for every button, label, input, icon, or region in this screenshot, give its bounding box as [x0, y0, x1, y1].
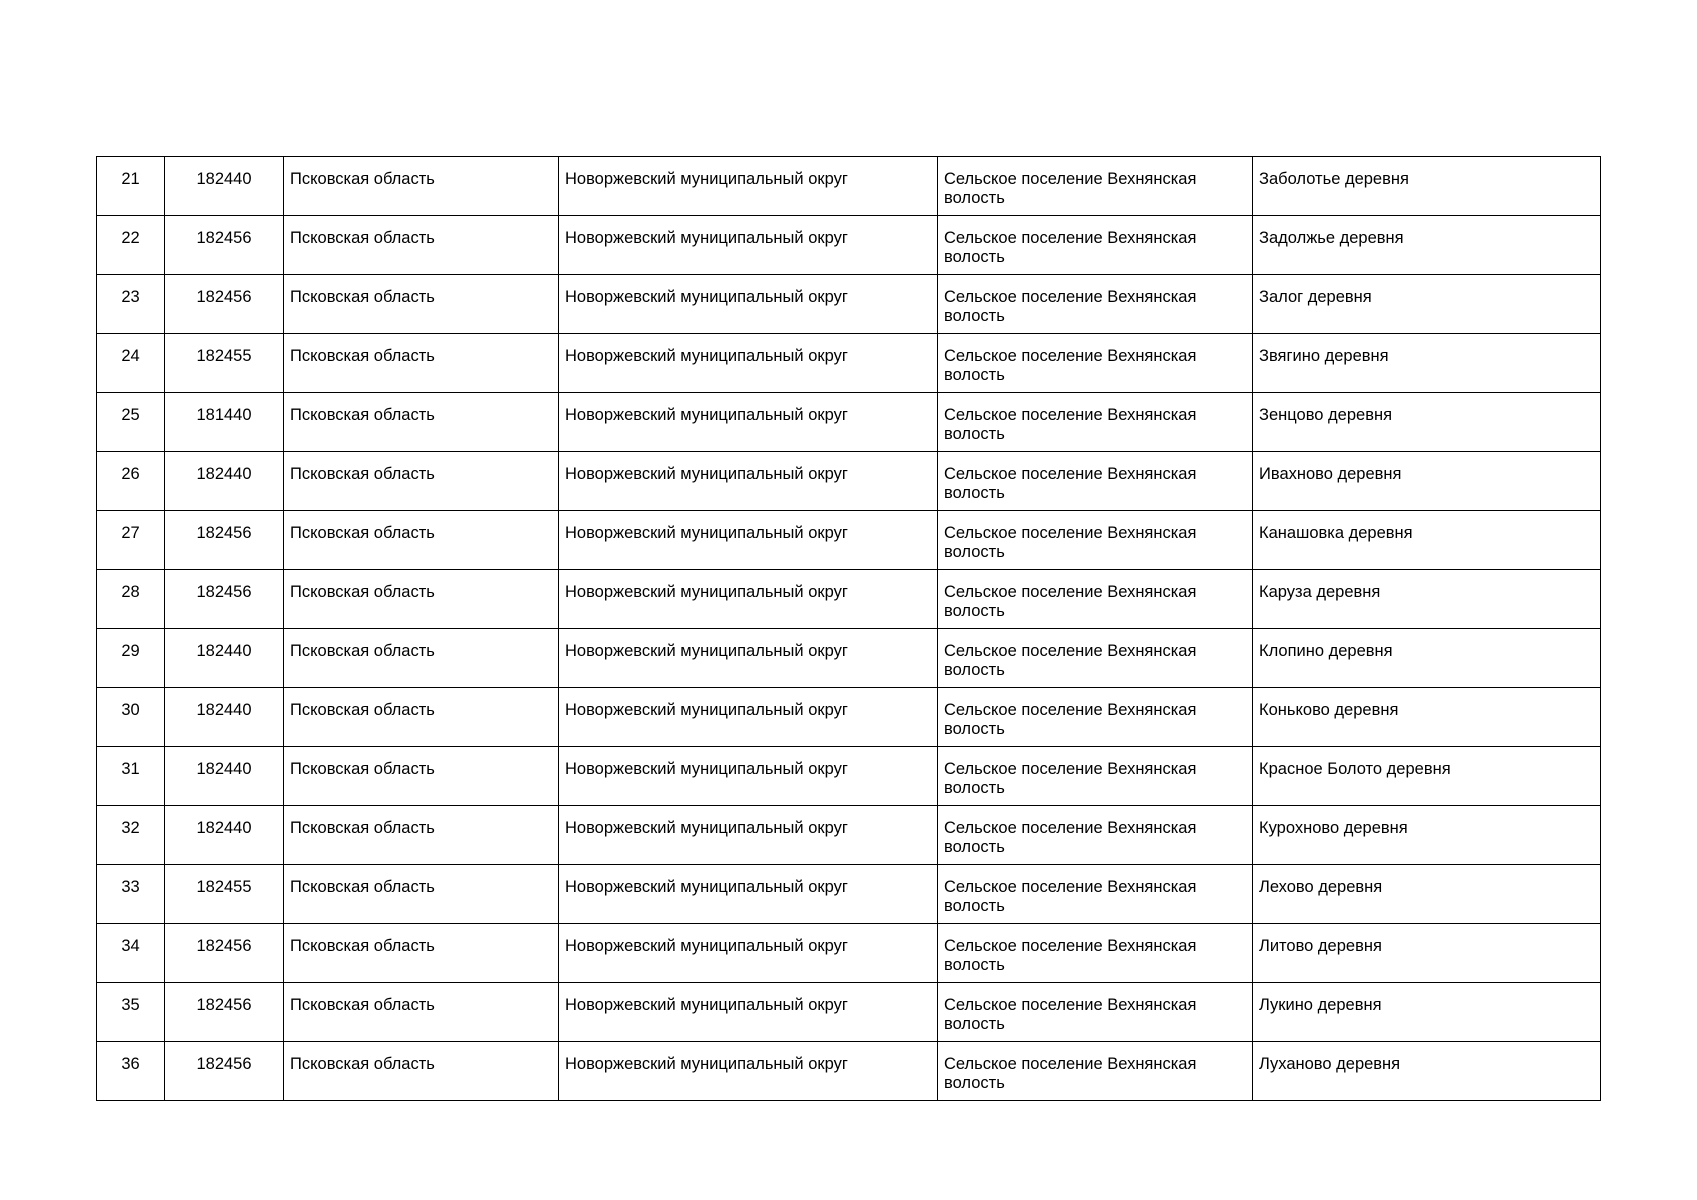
locality-cell: Коньково деревня — [1253, 688, 1601, 747]
region-cell: Псковская область — [284, 216, 559, 275]
settlements-table — [96, 156, 1601, 1101]
row-number-cell: 25 — [97, 393, 165, 452]
table-row — [97, 806, 1601, 865]
postal-index-cell: 181440 — [165, 393, 284, 452]
row-number-cell: 35 — [97, 983, 165, 1042]
postal-index-cell: 182456 — [165, 570, 284, 629]
locality-cell: Лехово деревня — [1253, 865, 1601, 924]
district-cell: Новоржевский муниципальный округ — [559, 570, 938, 629]
region-cell: Псковская область — [284, 806, 559, 865]
table-row — [97, 688, 1601, 747]
table-body — [97, 157, 1601, 1101]
locality-cell: Канашовка деревня — [1253, 511, 1601, 570]
row-number-cell: 31 — [97, 747, 165, 806]
row-number-cell: 36 — [97, 1042, 165, 1101]
row-number-cell: 23 — [97, 275, 165, 334]
row-number-cell: 32 — [97, 806, 165, 865]
region-cell: Псковская область — [284, 983, 559, 1042]
district-cell: Новоржевский муниципальный округ — [559, 924, 938, 983]
region-cell: Псковская область — [284, 1042, 559, 1101]
table-row — [97, 452, 1601, 511]
settlement-cell: Сельское поселение Вехнянская волость — [938, 1042, 1253, 1101]
settlement-cell: Сельское поселение Вехнянская волость — [938, 157, 1253, 216]
region-cell: Псковская область — [284, 747, 559, 806]
table-row — [97, 570, 1601, 629]
locality-cell: Задолжье деревня — [1253, 216, 1601, 275]
row-number-cell: 34 — [97, 924, 165, 983]
settlement-cell: Сельское поселение Вехнянская волость — [938, 570, 1253, 629]
region-cell: Псковская область — [284, 452, 559, 511]
table-row — [97, 1042, 1601, 1101]
postal-index-cell: 182440 — [165, 688, 284, 747]
locality-cell: Зенцово деревня — [1253, 393, 1601, 452]
table-row — [97, 865, 1601, 924]
locality-cell: Лукино деревня — [1253, 983, 1601, 1042]
locality-cell: Литово деревня — [1253, 924, 1601, 983]
table-row — [97, 216, 1601, 275]
postal-index-cell: 182456 — [165, 1042, 284, 1101]
district-cell: Новоржевский муниципальный округ — [559, 334, 938, 393]
postal-index-cell: 182440 — [165, 629, 284, 688]
locality-cell: Луханово деревня — [1253, 1042, 1601, 1101]
table-row — [97, 393, 1601, 452]
settlement-cell: Сельское поселение Вехнянская волость — [938, 865, 1253, 924]
settlement-cell: Сельское поселение Вехнянская волость — [938, 924, 1253, 983]
row-number-cell: 21 — [97, 157, 165, 216]
postal-index-cell: 182440 — [165, 452, 284, 511]
settlement-cell: Сельское поселение Вехнянская волость — [938, 334, 1253, 393]
table-row — [97, 157, 1601, 216]
settlement-cell: Сельское поселение Вехнянская волость — [938, 393, 1253, 452]
row-number-cell: 22 — [97, 216, 165, 275]
table-row — [97, 747, 1601, 806]
region-cell: Псковская область — [284, 334, 559, 393]
postal-index-cell: 182455 — [165, 865, 284, 924]
locality-cell: Звягино деревня — [1253, 334, 1601, 393]
settlement-cell: Сельское поселение Вехнянская волость — [938, 747, 1253, 806]
postal-index-cell: 182440 — [165, 806, 284, 865]
settlement-cell: Сельское поселение Вехнянская волость — [938, 511, 1253, 570]
district-cell: Новоржевский муниципальный округ — [559, 511, 938, 570]
district-cell: Новоржевский муниципальный округ — [559, 747, 938, 806]
row-number-cell: 26 — [97, 452, 165, 511]
district-cell: Новоржевский муниципальный округ — [559, 216, 938, 275]
row-number-cell: 24 — [97, 334, 165, 393]
district-cell: Новоржевский муниципальный округ — [559, 688, 938, 747]
row-number-cell: 30 — [97, 688, 165, 747]
district-cell: Новоржевский муниципальный округ — [559, 983, 938, 1042]
table-row — [97, 983, 1601, 1042]
table-row — [97, 334, 1601, 393]
district-cell: Новоржевский муниципальный округ — [559, 1042, 938, 1101]
table-row — [97, 275, 1601, 334]
table-row — [97, 511, 1601, 570]
locality-cell: Курохново деревня — [1253, 806, 1601, 865]
locality-cell: Каруза деревня — [1253, 570, 1601, 629]
settlement-cell: Сельское поселение Вехнянская волость — [938, 629, 1253, 688]
table-row — [97, 924, 1601, 983]
region-cell: Псковская область — [284, 511, 559, 570]
settlement-cell: Сельское поселение Вехнянская волость — [938, 452, 1253, 511]
document-page — [96, 156, 1600, 1101]
region-cell: Псковская область — [284, 865, 559, 924]
postal-index-cell: 182455 — [165, 334, 284, 393]
settlement-cell: Сельское поселение Вехнянская волость — [938, 983, 1253, 1042]
locality-cell: Заболотье деревня — [1253, 157, 1601, 216]
settlement-cell: Сельское поселение Вехнянская волость — [938, 688, 1253, 747]
region-cell: Псковская область — [284, 275, 559, 334]
locality-cell: Красное Болото деревня — [1253, 747, 1601, 806]
row-number-cell: 33 — [97, 865, 165, 924]
table-row — [97, 629, 1601, 688]
region-cell: Псковская область — [284, 924, 559, 983]
postal-index-cell: 182440 — [165, 157, 284, 216]
settlement-cell: Сельское поселение Вехнянская волость — [938, 806, 1253, 865]
row-number-cell: 27 — [97, 511, 165, 570]
row-number-cell: 28 — [97, 570, 165, 629]
region-cell: Псковская область — [284, 157, 559, 216]
postal-index-cell: 182456 — [165, 275, 284, 334]
district-cell: Новоржевский муниципальный округ — [559, 865, 938, 924]
settlement-cell: Сельское поселение Вехнянская волость — [938, 275, 1253, 334]
postal-index-cell: 182456 — [165, 983, 284, 1042]
locality-cell: Ивахново деревня — [1253, 452, 1601, 511]
region-cell: Псковская область — [284, 570, 559, 629]
postal-index-cell: 182456 — [165, 216, 284, 275]
district-cell: Новоржевский муниципальный округ — [559, 157, 938, 216]
postal-index-cell: 182456 — [165, 924, 284, 983]
region-cell: Псковская область — [284, 688, 559, 747]
locality-cell: Залог деревня — [1253, 275, 1601, 334]
district-cell: Новоржевский муниципальный округ — [559, 275, 938, 334]
postal-index-cell: 182456 — [165, 511, 284, 570]
settlement-cell: Сельское поселение Вехнянская волость — [938, 216, 1253, 275]
district-cell: Новоржевский муниципальный округ — [559, 806, 938, 865]
postal-index-cell: 182440 — [165, 747, 284, 806]
region-cell: Псковская область — [284, 629, 559, 688]
region-cell: Псковская область — [284, 393, 559, 452]
district-cell: Новоржевский муниципальный округ — [559, 629, 938, 688]
locality-cell: Клопино деревня — [1253, 629, 1601, 688]
district-cell: Новоржевский муниципальный округ — [559, 393, 938, 452]
district-cell: Новоржевский муниципальный округ — [559, 452, 938, 511]
row-number-cell: 29 — [97, 629, 165, 688]
